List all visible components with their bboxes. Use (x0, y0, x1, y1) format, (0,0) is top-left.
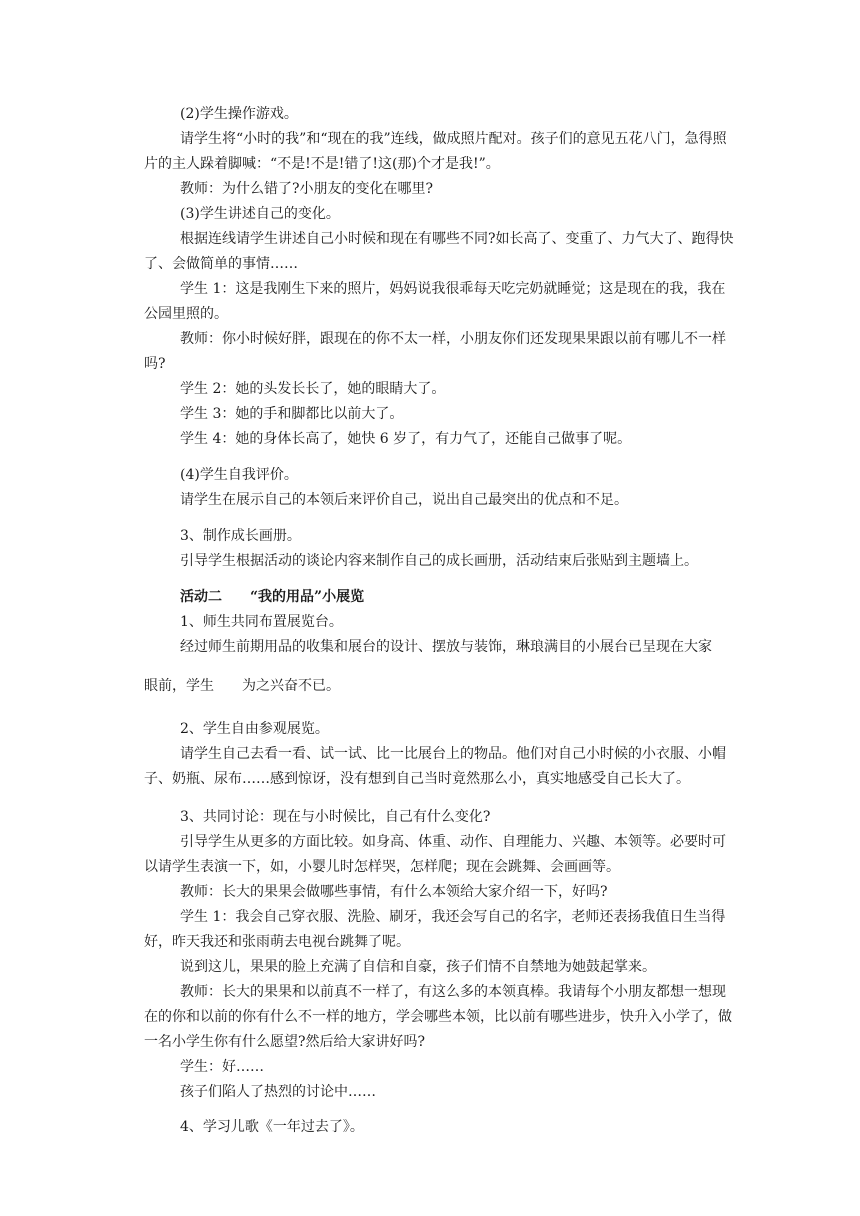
paragraph: 教师：为什么错了?小朋友的变化在哪里? (180, 181, 434, 197)
paragraph: 请学生自己去看一看、试一试、比一比展台上的物品。他们对自己小时候的小衣服、小帽子、奶瓶、尿布……感到惊讶，没有想到自己当时竟然那么小，真实地感受自己长大了。 (144, 746, 726, 787)
paragraph: 学生：好…… (180, 1059, 264, 1075)
paragraph: 教师：长大的果果会做哪些事情，有什么本领给大家介绍一下，好吗? (180, 884, 608, 900)
paragraph: (4)学生自我评价。 (180, 467, 298, 483)
paragraph: 1、师生共同布置展览台。 (180, 614, 343, 630)
paragraph: 引导学生根据活动的谈论内容来制作自己的成长画册，活动结束后张贴到主题墙上。 (180, 553, 698, 569)
paragraph: 学生 1：这是我刚生下来的照片，妈妈说我很乖每天吃完奶就睡觉；这是现在的我，我在公园里照的。 (144, 281, 726, 322)
paragraph: 4、学习儿歌《一年过去了》。 (180, 1119, 364, 1135)
paragraph: 请学生在展示自己的本领后来评价自己，说出自己最突出的优点和不足。 (180, 492, 628, 508)
section-heading: 活动二 “我的用品”小展览 (180, 589, 365, 605)
paragraph: 2、学生自由参观展览。 (180, 721, 329, 737)
paragraph: 说到这儿，果果的脸上充满了自信和自豪，孩子们情不自禁地为她鼓起掌来。 (180, 959, 656, 975)
paragraph: (2)学生操作游戏。 (180, 106, 298, 122)
paragraph: 3、共同讨论：现在与小时候比，自己有什么变化? (180, 809, 491, 825)
paragraph: 引导学生从更多的方面比较。如身高、体重、动作、自理能力、兴趣、本领等。必要时可以请学生表演一下，如，小婴儿时怎样哭，怎样爬；现在会跳舞、会画画等。 (144, 834, 726, 875)
paragraph: 教师：长大的果果和以前真不一样了，有这么多的本领真棒。我请每个小朋友都想一想现在的你和以前的你有什么不一样的地方，学会哪些本领，比以前有哪些进步，快升入小学了，做一名小学生你有什么愿望?然后给大家讲好吗? (144, 984, 732, 1050)
paragraph: 孩子们陷人了热烈的讨论中…… (180, 1084, 376, 1100)
paragraph: 学生 3：她的手和脚都比以前大了。 (180, 406, 404, 422)
paragraph: 学生 1：我会自己穿衣服、洗脸、刷牙，我还会写自己的名字，老师还表扬我值日生当得好，昨天我还和张雨萌去电视台跳舞了呢。 (144, 909, 726, 950)
paragraph: 学生 4：她的身体长高了，她快 6 岁了，有力气了，还能自己做事了呢。 (180, 431, 632, 447)
paragraph: 教师：你小时候好胖，跟现在的你不太一样，小朋友你们还发现果果跟以前有哪儿不一样吗? (144, 331, 726, 372)
paragraph: 根据连线请学生讲述自己小时候和现在有哪些不同?如长高了、变重了、力气大了、跑得快了、会做简单的事情…… (144, 231, 734, 272)
paragraph: (3)学生讲述自己的变化。 (180, 206, 340, 222)
paragraph: 学生 2：她的头发长长了，她的眼睛大了。 (180, 381, 446, 397)
paragraph: 经过师生前期用品的收集和展台的设计、摆放与装饰，琳琅满目的小展台已呈现在大家 (180, 639, 712, 655)
paragraph: 请学生将“小时的我”和“现在的我”连线，做成照片配对。孩子们的意见五花八门，急得照片的主人跺着脚喊：“不是!不是!错了!这(那)个才是我!”。 (144, 131, 727, 172)
paragraph: 眼前，学生 为之兴奋不已。 (144, 678, 340, 694)
paragraph: 3、制作成长画册。 (180, 528, 301, 544)
